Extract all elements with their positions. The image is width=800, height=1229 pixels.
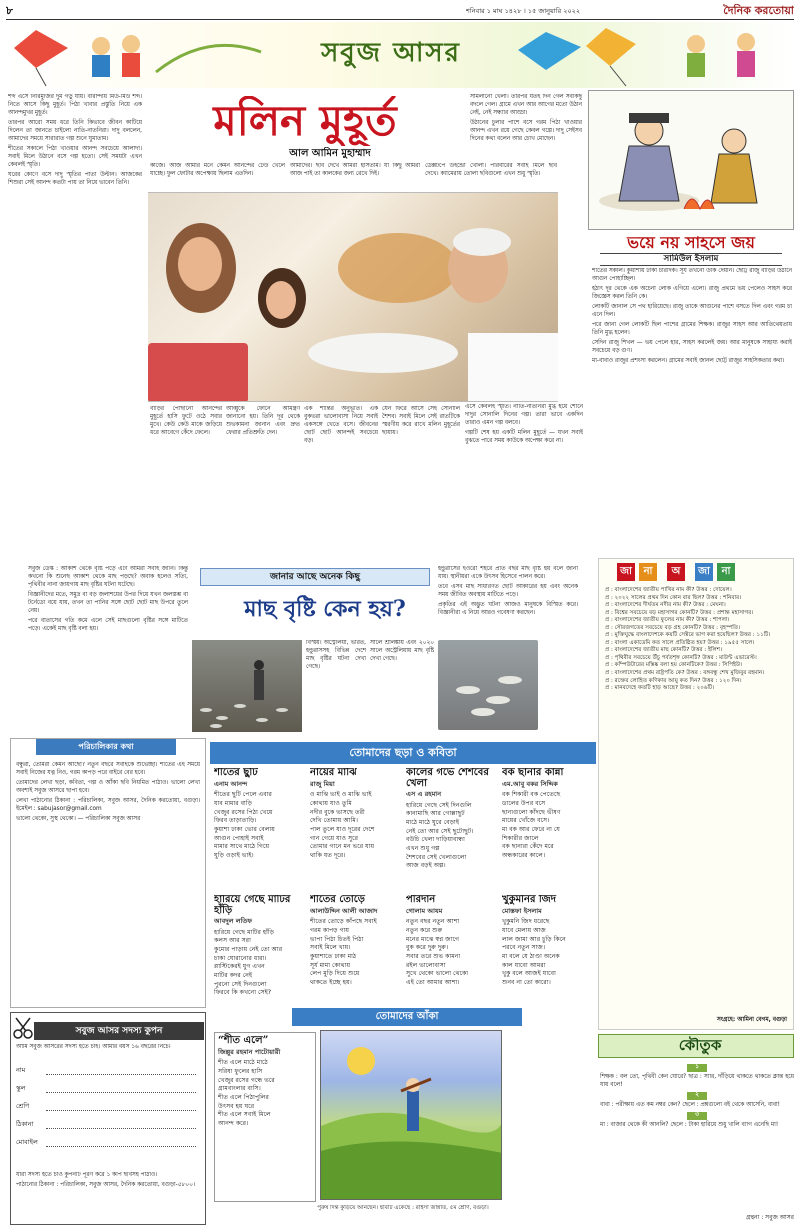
story-paragraph: গল্পটি শেষ হয় একটি মলিন মুহূর্তে — যখন সবাই বুঝতে পারে সময় কাউকে অপেক্ষা করে না। <box>465 429 583 444</box>
fish-text-mid2 <box>370 640 434 732</box>
rhymes-heading: তোমাদের ছড়া ও কবিতা <box>210 742 596 764</box>
poem-line: মায়ের খোঁজে বসে। <box>502 817 550 825</box>
poem-line: শীত এলে পিঠাপুলির <box>218 1093 269 1101</box>
poem-line: বক ছানারা কেঁদে মরে <box>502 843 554 851</box>
courage-paragraph: হঠাৎ দূর থেকে এক অচেনা লোক এগিয়ে এলো। রাজু প্রথমে ভয় পেলেও সাহস করে জিজ্ঞেস করল তিনি কে। <box>592 285 792 300</box>
poem-line: শৈশবের সেই খেলাগুলো <box>406 853 467 861</box>
story-paragraph: সামলানো খেলা। তারপর যতই দিন গেল সবকিছু বদলে গেল। গ্রামে এখন আর আগের মতো উঠান নেই, নেই সন্ধ্যার আড্ডা। <box>470 94 582 116</box>
poem-line: থাকতে ইচ্ছে হয়। <box>310 978 352 986</box>
poem-line: ডালের উপর বসে <box>502 799 546 807</box>
quiz-list <box>605 587 789 693</box>
letter-paragraph: বন্ধুরা, তোমরা কেমন আছো? নতুন বছরে সবাইকে শুভেচ্ছা। শীতের এই সময়ে সবাই নিজের যত্ন নিও, গরম কাপড় পরে বাইরে বের হবে। <box>16 762 200 776</box>
poem-line: মা বলে যে ঠাণ্ডা অনেক <box>502 952 560 960</box>
poem-line: ভাপা পিঠা চিতই পিঠা <box>310 935 364 943</box>
courage-body <box>592 268 792 552</box>
fish-title: মাছ বৃষ্টি কেন হয়? <box>244 596 406 622</box>
editor-letter-title: পরিচালিকার কথা <box>36 739 176 755</box>
story-column-bottom-2 <box>226 406 300 554</box>
poem-line: সবাই মিলে খায়। <box>310 944 351 952</box>
quiz-tile: না <box>639 563 657 581</box>
quiz-credit: সংগ্রহে: আমিনা বেগম, বগুড়া <box>716 1017 787 1024</box>
quiz-item: প্র : বাংলাদেশের জাতীয় পাখির নাম কী? উত্তর : দোয়েল। <box>605 587 732 593</box>
poem-line: খুকুমনি জিদ ধরেছে <box>502 918 550 926</box>
coupon-field-label: ঠিকানা <box>16 1120 34 1128</box>
poem-line: পাল তুলে যাও দূরের দেশে <box>310 825 375 833</box>
poem-line: শুনব না তো কারো। <box>502 978 551 986</box>
coupon-field-line[interactable] <box>46 1110 196 1111</box>
poem-line: গরম কাপড় গায় <box>310 926 350 934</box>
fish-paragraph: প্রকৃতির এই অদ্ভুত ঘটনা আজও মানুষকে বিস্মিত করে। বিজ্ঞানীরা এ নিয়ে আরও গবেষণা করছেন। <box>438 601 578 616</box>
poem-line: শীতের তোড়ে কাঁপছে সবাই <box>310 918 377 926</box>
story-paragraph: বাড়ির পৌঁছানো আনন্দের মুহূর্তে হাসি ফুটে ওঠে সবার মুখে। কেউ কেউ মাকে জড়িয়ে ধরে আবেগে কেঁদে ফেলে। <box>150 406 222 436</box>
poem <box>214 895 304 1003</box>
poem-title: বক ছানার কান্না <box>502 768 564 778</box>
page-number: ৮ <box>6 4 14 17</box>
poem-author: আবদুল লতিফ <box>214 917 253 925</box>
poem <box>502 895 594 1003</box>
coupon-field-label: নাম <box>16 1066 26 1074</box>
poem-line: এই তো আমার আশা। <box>406 978 460 986</box>
poem-line: মামার সাথে মাঠে গিয়ে <box>214 843 270 851</box>
banner-title: সবুজ আসর <box>321 38 461 68</box>
story-paragraph: ঘরের কোণে বসে দাদু স্মৃতির পাতা উল্টান। আজকের শিশুরা সেই আনন্দ কতটা পায় তা নিয়ে ভাবেন তিনি। <box>8 171 142 186</box>
poem-line: এখন শুধু গল্প <box>406 845 440 853</box>
fish-paragraph: তবে এসব মাছ সাধারণত ছোট আকারের হয় এবং অনেক সময় জীবিত অবস্থায় মাটিতে পড়ে। <box>438 583 578 598</box>
story-column-right-lower <box>465 404 583 554</box>
coupon-field-label: শ্রেণি <box>16 1102 30 1110</box>
poem-line: সরিষা ফুলের হাসি <box>218 1067 263 1075</box>
poem-line: হারিয়ে গেছে মাটির হাঁড়ি <box>214 928 275 936</box>
poem-line: গ্রামবাংলার বাসি। <box>218 1085 261 1093</box>
poem-line: আনন্দ করে। <box>218 1119 249 1127</box>
letter-paragraph: ভালো থেকো, সুস্থ থেকো। — পরিচালিকা সবুজ আসর <box>16 815 141 822</box>
poem-line: ফিরব তাড়াতাড়ি। <box>214 817 257 825</box>
poem <box>406 768 498 890</box>
poem-title: কালের গর্ভে শৈশবের খেলা <box>406 768 489 789</box>
editor-letter-body <box>16 762 200 1004</box>
poem-line: ঘুড়ি ওড়াই ভাই। <box>214 851 254 859</box>
courage-illustration <box>588 90 794 230</box>
story-column-bottom-1 <box>150 406 222 554</box>
coupon-field-line[interactable] <box>46 1092 196 1093</box>
fish-text-mid <box>306 640 366 732</box>
poem-line: সুখে থেকো ভালো থেকো <box>406 970 469 978</box>
poem-line: খুকু বলে আজই যাবো <box>502 970 556 978</box>
fish-paragraph: হন্ডুরাসের ইওরো শহরে প্রতি বছর মাছ বৃষ্টি হয় বলে জানা যায়। স্থানীয়রা একে উৎসব হিসেবে পালন করে। <box>438 566 578 580</box>
story-column-right <box>470 94 582 192</box>
poem-line: বউচি খেলা দাড়িয়াবান্ধা <box>406 836 465 844</box>
poem <box>214 1032 316 1202</box>
story-author: আল আমিন মুহাম্মাদ <box>289 148 371 159</box>
story-paragraph: উঠানের চুলার পাশে বসে গরম পিঠা খাওয়ার আনন্দ এখন রয়ে গেছে কেবল গল্পে। দাদু সেইসব দিনের কথা বলেন আর চোখ মোছেন। <box>470 119 582 142</box>
poem-line: ও মাঝি ভাই ও মাঝি ভাই <box>310 791 372 799</box>
poem-line: কুমোর পাড়ায় নেই তো আর <box>214 946 283 954</box>
poem-line: গান গেয়ে যাও সুরে <box>310 834 359 842</box>
quiz-section <box>598 558 794 1030</box>
story-column-bottom-4 <box>382 406 460 554</box>
poem-line: সূর্য মামা কোথায় <box>310 961 351 969</box>
poem-line: হারিয়ে গেছে সেই দিনগুলি <box>406 801 472 809</box>
poem-line: মা বক আর ফেরে না যে <box>502 825 560 833</box>
quiz-item: প্র : রক্তের লোহিত কণিকার আয়ু কত দিন? উত্তর : ১২০ দিন। <box>605 677 742 684</box>
poem-line: তোমার গানে মন ভরে যায় <box>310 843 375 851</box>
poem <box>214 768 304 890</box>
poem-line: চাকা ঘোরানোর ধারা। <box>214 954 267 962</box>
joke-number: ৩ <box>687 1112 707 1120</box>
poem-line: ছানাগুলো কাঁদছে ভীষণ <box>502 808 561 816</box>
jokes-title: কৌতুক <box>678 1036 722 1054</box>
poem-title: খুকুমনির জিদ <box>502 895 556 905</box>
joke-text: বাবা : পরীক্ষায় এত কম নম্বর কেন? ছেলে : প্রশ্নগুলো বই থেকে আসেনি, বাবা! <box>600 1101 781 1108</box>
courage-paragraph: পরে জানা গেল লোকটি ছিল পাশের গ্রামের শিক্ষক। রাজুর সাহস আর আতিথেয়তায় তিনি মুগ্ধ হলেন। <box>592 321 792 336</box>
story-paragraph: কাজে। আজ আমার মনে কেমন আনন্দের ঢেউ খেলে যাচ্ছে। ফুল ফোটার অপেক্ষায় ছিলাম এতদিন। <box>150 163 285 177</box>
coupon-field-line[interactable] <box>46 1146 196 1147</box>
coupon-field-label: মোবাইল <box>16 1138 38 1146</box>
poem-line: বক শিকারী বক পেতেছে <box>502 791 561 799</box>
spacer <box>562 194 584 195</box>
poem-author: আলাউদ্দিন আলী আজাদ <box>310 906 378 915</box>
quiz-item: প্র : বাংলাদেশের প্রথম রাষ্ট্রপতি কে? উত্তর : বঙ্গবন্ধু শেখ মুজিবুর রহমান। <box>605 670 765 677</box>
joke-number: ২ <box>687 1092 707 1100</box>
story-column-mid-2 <box>290 163 420 191</box>
coupon-field-line[interactable] <box>46 1128 196 1129</box>
fish-banner: জানার আছে অনেক কিছু <box>200 568 430 586</box>
letter-paragraph: লেখা পাঠানোর ঠিকানা : পরিচালিকা, সবুজ আসর, দৈনিক করতোয়া, বগুড়া। ইমেইল : sabujasor@gmail.com <box>16 797 200 812</box>
quiz-item: প্র : পৃথিবীর সবচেয়ে উঁচু পর্বতশৃঙ্গ কোনটি? উত্তর : মাউন্ট এভারেস্ট। <box>605 654 757 661</box>
story-paragraph: এসে কেবলই স্মৃতি। নাতি-নাতনিরা মুগ্ধ হয়ে শোনে দাদুর সোনালি দিনের গল্প। তারা ভাবে একদিন তারাও এমন গল্প বলবে। <box>465 404 583 426</box>
fish-text-left <box>28 566 188 732</box>
story-paragraph: শীতের সকালে পিঠা খাওয়ার আনন্দ সবচেয়ে আলাদা। সবাই মিলে উঠানে বসে গল্প হতো। সেই সময়টা এখন কেবলই স্মৃতি। <box>8 145 142 168</box>
quiz-item: প্র : বাংলা একাডেমি কত সালে প্রতিষ্ঠিত হয়? উত্তর : ১৯৫৫ সালে। <box>605 639 755 646</box>
fish-paragraph: পরে বাতাসের গতি কমে এলে সেই মাছগুলো বৃষ্টির সঙ্গে মাটিতে পড়ে। একেই মাছ বৃষ্টি বলা হয়। <box>28 617 188 632</box>
drawing-heading: তোমাদের আঁকা <box>292 1008 522 1026</box>
story-paragraph: যেন ফিরে আসে সেই সোনালি শৈশব। সবাই মিলে সেই রাতটিকে স্মরণীয় করে রাখে মলিন মুহূর্তের ছায়ায়। <box>382 406 460 436</box>
poem <box>310 895 402 1003</box>
courage-paragraph: লোকটি জানাল সে পথ হারিয়েছে। রাজু তাকে আগুনের পাশে বসতে দিল এবং গরম চা এনে দিল। <box>592 303 792 318</box>
quiz-item: প্র : বাংলাদেশের জাতীয় মাছ কোনটি? উত্তর : ইলিশ। <box>605 647 722 654</box>
poem-title: পরিদান <box>406 895 436 905</box>
poem-author: এম.আবু বকর সিদ্দিক <box>502 779 558 788</box>
drawing-icon <box>321 1031 502 1200</box>
joke-text: শিক্ষক : বল তো, পৃথিবী কেন ঘোরে? ছাত্র : স্যার, দাঁড়িয়ে থাকতে থাকতে ক্লান্ত হয়ে যায় বলে! <box>600 1073 794 1088</box>
poem-line: নতুন বছর নতুন আশা <box>406 918 460 926</box>
story-column-mid-1 <box>150 163 285 191</box>
poem-author: এস এ রহমান <box>406 790 442 798</box>
fish-paragraph: সবুজ ডেস্ক : আকাশ থেকে বৃষ্টি পড়ে এটা আমরা সবাই জানি। কিন্তু কখনো কি শুনেছ আকাশ থেকে মাছ পড়ছে? অবাক হলেও সত্যি, পৃথিবীর নানা জায়গায় মাছ বৃষ্টির ঘটনা ঘটেছে। <box>28 566 188 588</box>
poem-author: রাজু মিয়া <box>310 779 335 788</box>
fish-icon <box>438 640 538 730</box>
coupon-title: সবুজ আসর সদস্য কুপন <box>34 1022 204 1040</box>
poem-line: কানামাছি আর গোল্লাছুট <box>406 810 465 818</box>
poem-line: সবার তরে শুভ কামনা <box>406 952 461 960</box>
story-paragraph: তারপর আরো সময় ধরে তিনি কিভাবে জীবন কাটিয়ে দিলেন তা জানতে চাইলো নাতি-নাতনিরা। দাদু বললেন, আমাদের সময়ে সারারাত গল্প শুনে ঘুমাতাম। <box>8 119 142 142</box>
story-paragraph: ডেক্সটপে উইন্ডো খোলা। পরিবারের সবাই মিলে ছবি দেখে। ক্যামেরায় তোলা ছবিগুলো এখন শুধু স্মৃতি। <box>425 163 557 177</box>
fish-icon <box>192 640 302 732</box>
coupon-address: পাঠানোর ঠিকানা : পরিচালিকা, সবুজ আসর, দৈনিক করতোয়া, বগুড়া-৫৮০০। <box>16 1181 195 1188</box>
poem-author: জিল্লুর রহমান পাটোয়ারী <box>218 1047 281 1056</box>
poem-line: দেখি তোমায় আমি। <box>310 817 358 825</box>
quiz-item: প্র : মানবদেহে কতটি হাড় আছে? উত্তর : ২০৬টি। <box>605 685 715 692</box>
poem-title: হারিয়ে গেছে মাটির হাঁড়ি <box>214 895 291 916</box>
story-title: মলিন মুহূর্ত <box>213 96 397 145</box>
poem-line: রইল ভালোবাসা <box>406 961 446 969</box>
cartoon-icon <box>589 91 794 230</box>
poem-line: কলস আর সরা <box>214 937 251 945</box>
courage-paragraph: সেদিন রাজু শিখল — ভয় পেলে হার, সাহস করলেই জয়। আর মানুষকে সাহায্য করাই সবচেয়ে বড় গুণ। <box>592 339 792 354</box>
quiz-item: প্র : কম্পিউটারের মস্তিষ্ক বলা হয় কোনটিকে? উত্তর : সিপিইউ। <box>605 662 743 669</box>
poem-author: গোলাম আযম <box>406 906 443 915</box>
quiz-item: প্র : বিশ্বের সবচেয়ে বড় মহাসাগর কোনটি? উত্তর : প্রশান্ত মহাসাগর। <box>605 609 754 616</box>
section-banner <box>6 22 794 88</box>
joke-text: মা : বাজার থেকে কী আনলি? ছেলে : টাকা হারিয়ে শুধু খালি ব্যাগ এনেছি মা! <box>600 1121 779 1128</box>
poem-line: বুক করে দুরু দুরু। <box>406 944 449 952</box>
masthead-logo: দৈনিক করতোয়া <box>723 4 794 17</box>
jokes-credit: গ্রন্থনা : সবুজ আসর <box>745 1214 794 1221</box>
poem-title: শীতের তোড়ে <box>310 895 365 905</box>
quiz-tile: না <box>717 563 735 581</box>
quiz-tile: জা <box>617 563 635 581</box>
coupon-field-label: স্কুল <box>16 1084 26 1092</box>
poem-line: মাটির কদর নেই <box>214 972 253 980</box>
poem-line: কাল যাবো আমরা <box>502 961 546 969</box>
child-drawing <box>320 1030 502 1200</box>
quiz-item: প্র : সৌরজগতের সবচেয়ে বড় গ্রহ কোনটি? উত্তর : বৃহস্পতি। <box>605 624 741 631</box>
fish-paragraph: সালে শ্রীলঙ্কায় এবং ২০২০ সালে অস্ট্রেলিয়ায় মাছ বৃষ্টি দেখা গেছে। <box>370 640 434 662</box>
poem-line: খেজুর রসের পিঠা খেয়ে <box>214 808 273 816</box>
poem-line: পরবে নতুন সাজ। <box>502 944 546 952</box>
poem-line: মাঠে মাঠে ঘুরে বেড়াই <box>406 819 460 827</box>
poem-line: লাল জামা আর চুড়ি কিনে <box>502 935 566 943</box>
poem <box>502 768 594 890</box>
coupon-notes <box>16 1172 202 1222</box>
quiz-item: প্র : মুক্তিযুদ্ধে বাংলাদেশকে কয়টি সেক্টরে ভাগ করা হয়েছিল? উত্তর : ১১টি। <box>605 632 771 639</box>
poem-line: নদীর বুকে ভাসছে তরী <box>310 808 365 816</box>
poem-title: “শীত এলে” <box>218 1035 269 1046</box>
poem-line: শীত এলে মাঠে মাঠে <box>218 1059 268 1067</box>
poem-line: কোথায় যাও তুমি <box>310 799 352 807</box>
poem-title: শীতের ছুটি <box>214 768 258 778</box>
story-paragraph: শব্দ এসে নিরিমুজির দুম গড়ু যায়। বারান্দায় মিউ-মিউ শব্দ। নিতে আসে কিছু মুহূর্ত। পিঠা খাবার প্রস্তুতি নিয়ে এক আনন্দমুখর মুহূর্ত। <box>8 94 142 116</box>
quiz-item: প্র : ২০২২ সালের প্রথম দিন কোন বার ছিল? উত্তর : শনিবার। <box>605 594 742 601</box>
story-photo <box>148 192 558 402</box>
quiz-tile: অ <box>667 563 685 581</box>
poem-line: শীত এলে সবাই মিলে <box>218 1111 271 1119</box>
poem-line: নেই তো আর সেই ছুটোছুট। <box>406 827 474 835</box>
drawing-caption: পুরুষ দিন্ত কুড়িয়ে আনছেন। ছবিটি এঁকেছে : রাইসা জান্নাত, ৫ম শ্রেণি, বগুড়া। <box>317 1205 489 1211</box>
poem-line: শিকারীর জালে <box>502 834 539 842</box>
coupon-fields <box>16 1066 202 1166</box>
quiz-item: প্র : বাংলাদেশের দীর্ঘতম নদীর নাম কী? উত্তর : মেঘনা। <box>605 602 726 609</box>
story-paragraph: আমাদের। ছবি দেখে আমরা হাসতাম। যা কিছু আমরা আজ পাই তা কালকের জন্য রেখে দিই। <box>290 163 420 177</box>
poem <box>310 768 402 890</box>
courage-paragraph: শীতের সকাল। কুয়াশায় ঢাকা চারদিক। সূর্য তখনো উঁকি দেয়নি। ছোট্ট রাজু বাড়ির উঠানে আগুন পোহাচ্ছিল। <box>592 268 792 282</box>
courage-paragraph: মা-বাবাও রাজুর প্রশংসা করলেন। গ্রামের সবাই জানল ছোট্ট রাজুর সাহসিকতার কথা। <box>592 357 785 364</box>
coupon-field-line[interactable] <box>46 1074 196 1075</box>
joke-number: ১ <box>687 1064 707 1072</box>
poem-line: উৎসব হয় ঘরে <box>218 1102 255 1110</box>
poem-line: আজ বড়ই অল্প। <box>406 862 446 870</box>
poem-author: মোস্তফা ইসলাম <box>502 906 542 915</box>
poem-line: খেজুর রসের গন্ধে ভরে <box>218 1076 275 1084</box>
poem-line: অন্ধকারের কালে। <box>502 851 546 859</box>
poem-author: এনাম আনন্দ <box>214 779 248 788</box>
fish-paragraph: বিস্ময়। অস্ট্রেলিয়া, ভারত, হন্ডুরাসসহ বিভিন্ন দেশে মাছ বৃষ্টির ঘটনা দেখা গেছে। <box>306 640 366 670</box>
poem-title: নায়ের মাঝি <box>310 768 357 778</box>
poem-line: ফিরবে কি কখনো সেই? <box>214 989 272 997</box>
dateline: শনিবার ১ মাঘ ১৪২৮ । ১৫ জানুয়ারি ২০২২ <box>466 7 581 15</box>
page-header <box>6 4 794 20</box>
fish-text-right <box>438 566 578 638</box>
quiz-tile: জা <box>695 563 713 581</box>
coupon-note: যারা সদস্য হতে চাও কুপনটি পূরণ করে ১ কপি ছবিসহ পাঠাও। <box>16 1172 158 1178</box>
fish-rain-photo <box>192 640 302 732</box>
poem-line: যাবে মেলায় আজ <box>502 926 546 934</box>
poem-line: পুরনো সেই দিনগুলো <box>214 980 267 988</box>
poem-line: মনের মাঝে স্বপ্ন জাগে <box>406 935 460 943</box>
coupon-intro: আমি সবুজ আসরের সদস্য হতে চাই। আমার বয়স ১৬ বছরের নিচে। <box>16 1044 171 1050</box>
courage-author: সামিউল ইসলাম <box>600 253 782 266</box>
poem-line: যাব মামার বাড়ি <box>214 799 253 807</box>
fish-catch-photo <box>438 640 538 730</box>
letter-paragraph: তোমাদের লেখা ছড়া, কবিতা, গল্প ও আঁকা ছবি নিয়মিত পাঠাও। ভালো লেখা অবশ্যই সবুজ আসরে ছাপা হবে। <box>16 779 200 794</box>
jokes-body <box>600 1062 794 1212</box>
story-column-bottom-3 <box>304 406 378 554</box>
poem <box>406 895 498 1003</box>
poem-line: প্লাস্টিকেরই যুগ এখন <box>214 963 265 971</box>
poem-line: নতুন করে শুরু <box>406 926 443 934</box>
courage-title: ভয়ে নয় সাহসে জয় <box>627 233 755 252</box>
poem-line: শীতের ছুটি পেলে এবার <box>214 791 272 799</box>
poem-line: থাকি যত দূরে। <box>310 851 346 859</box>
poem-line: আগুন পোহাই সবাই <box>214 834 264 842</box>
story-paragraph: আব্বুকে ফোনে আমন্ত্রণ জানানো হয়। তিনি দূর থেকে শুভকামনা জানান এবং দ্রুত ফেরার প্রতিশ্রুতি দেন। <box>226 406 300 436</box>
story-column-left <box>8 94 142 552</box>
poem-line: কুয়াশা ঢাকা ভোর বেলায় <box>214 825 275 833</box>
scissors-icon <box>12 1016 34 1042</box>
poem-line: কুয়াশাতে ঢাকা মাঠ <box>310 952 357 960</box>
quiz-item: প্র : বাংলাদেশের জাতীয় ফুলের নাম কী? উত্তর : শাপলা। <box>605 617 730 624</box>
poem-line: লেপ মুড়ি দিয়ে শুয়ে <box>310 970 360 978</box>
fish-paragraph: বিজ্ঞানীদের মতে, সমুদ্র বা বড় জলাশয়ের উপর দিয়ে যখন জলস্তম্ভ বা টর্নেডো বয়ে যায়, তখন তা পানির সঙ্গে ছোট ছোট মাছ উপরে তুলে নেয়। <box>28 591 188 614</box>
story-paragraph: এক শান্তির অনুভূতি। এক বুকভরা ভালোবাসা নিয়ে সবাই একসঙ্গে খেতে বসে। জীবনের ছোট ছোট আনন্দই সবচেয়ে বড়। <box>304 406 378 444</box>
